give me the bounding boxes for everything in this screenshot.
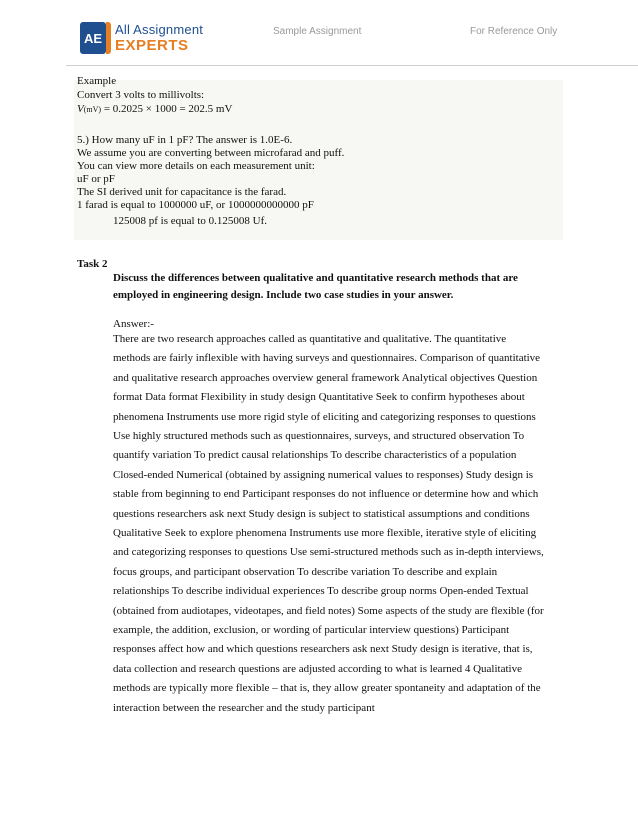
- answer-line: Closed-ended Numerical (obtained by assigning numerical values to responses) Study design is: [113, 468, 534, 481]
- page-header: [0, 0, 638, 66]
- answer-line: example, the addition, exclusion, or wording of particular interview questions) Participant: [113, 624, 510, 636]
- answer-line: interaction between the researcher and the study participant: [113, 701, 375, 714]
- header-divider: [66, 65, 638, 66]
- example-line: The SI derived unit for capacitance is the farad.: [77, 186, 287, 198]
- answer-line: (obtained from audiotapes, videotapes, and field notes) Some aspects of the study are flexible (for: [113, 604, 544, 617]
- convert-line: Convert 3 volts to millivolts:: [77, 89, 205, 101]
- formula-line: [77, 103, 232, 116]
- logo-mark-icon: [80, 22, 106, 54]
- answer-line: format Data format Flexibility in study design Quantitative Seek to confirm hypotheses about: [113, 391, 525, 404]
- logo-initials: AE: [83, 30, 103, 46]
- question-line: Discuss the differences between qualitative and quantitative research methods that are: [113, 272, 518, 284]
- logo-text-line1: All Assignment: [115, 22, 204, 37]
- answer-line: methods are typically more flexible – that is, they allow greater spontaneity and adaptation of the: [113, 682, 541, 695]
- answer-line: and categorizing responses to questions Use semi-structured methods such as in-depth interviews,: [113, 546, 544, 559]
- example-heading: Example: [77, 75, 117, 87]
- example-line: uF or pF: [77, 173, 115, 185]
- formula-subscript: (mV): [83, 105, 102, 114]
- answer-line: responses affect how and which questions researchers ask next Study design is iterative, that is,: [113, 643, 533, 656]
- answer-line: methods are fairly inflexible with having surveys and questionnaires. Comparison of quantitative: [113, 352, 541, 365]
- answer-line: quantify variation To predict causal relationships To describe characteristics of a population: [113, 449, 517, 462]
- answer-line: stable from beginning to end Participant responses do not influence or determine how and which: [113, 488, 539, 501]
- answer-line: There are two research approaches called as quantitative and qualitative. The quantitative: [113, 333, 507, 345]
- logo-text-line2: EXPERTS: [115, 37, 189, 54]
- question-line: employed in engineering design. Include two case studies in your answer.: [113, 289, 454, 301]
- answer-line: relationships To describe individual experiences To describe group norms Open-ended Textual: [113, 585, 529, 598]
- formula-variable: V: [77, 103, 84, 115]
- example-line: You can view more details on each measurement unit:: [77, 160, 315, 172]
- answer-line: Use highly structured methods such as questionnaires, surveys, and structured observation To: [113, 430, 525, 442]
- answer-label: Answer:-: [113, 318, 154, 330]
- conversion-result-line: 125008 pf is equal to 0.125008 Uf.: [113, 215, 267, 227]
- example-line: 1 farad is equal to 1000000 uF, or 1000000000000 pF: [77, 199, 314, 211]
- answer-line: and qualitative research approaches overview general framework Analytical objectives Question: [113, 371, 538, 384]
- header-reference-label: For Reference Only: [470, 26, 558, 37]
- formula-result: = 0.2025 × 1000 = 202.5 mV: [101, 103, 233, 115]
- answer-line: Qualitative Seek to explore phenomena Instruments use more flexible, iterative style of eliciting: [113, 527, 537, 539]
- answer-line: data collection and research questions are adjusted according to what is learned 4 Qualitative: [113, 662, 522, 675]
- answer-line: phenomena Instruments use more rigid style of eliciting and categorizing responses to questions: [113, 410, 536, 423]
- brand-logo: [80, 22, 203, 54]
- header-sample-label: Sample Assignment: [273, 26, 362, 37]
- task-title: Task 2: [77, 258, 108, 270]
- answer-line: focus groups, and participant observation To describe variation To describe and explain: [113, 565, 498, 578]
- example-line: 5.) How many uF in 1 pF? The answer is 1.0E-6.: [77, 134, 293, 146]
- example-line: We assume you are converting between microfarad and puff.: [77, 147, 345, 159]
- answer-line: questions researchers ask next Study design is subject to statistical assumptions and conditions: [113, 507, 530, 520]
